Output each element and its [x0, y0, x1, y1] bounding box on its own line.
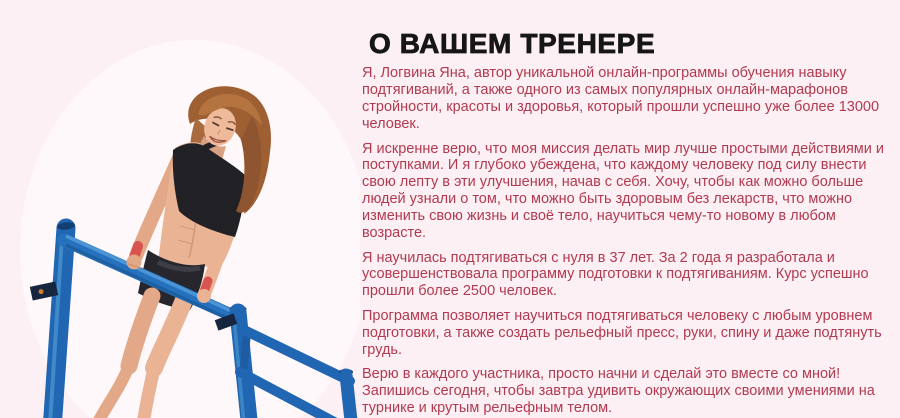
trainer-photo: [0, 0, 360, 418]
about-paragraph-4: Программа позволяет научиться подтягиваться человеку с любым уровнем подготовки, а также создать рельефный пресс, руки, спину и даже подтянуть грудь.: [362, 307, 882, 358]
left-hand: [197, 289, 211, 303]
trainer-illustration: [0, 0, 360, 418]
section-title: О ВАШЕМ ТРЕНЕРЕ: [369, 28, 656, 59]
about-paragraph-5: Верю в каждого участника, просто начни и сделай это вместе со мной! Запишись сегодня, чтобы завтра удивить окружающих своими умениями на турнике и крутым рельефным телом.: [362, 366, 875, 417]
about-paragraph-3: Я научилась подтягиваться с нуля в 37 лет. За 2 года я разработала и усовершенствовала программу подготовки к подтягиваниям. Курс успешно прошли более 2500 человек.: [362, 249, 869, 300]
about-paragraph-1: Я, Логвина Яна, автор уникальной онлайн-программы обучения навыку подтягиваний, а также одного из самых популярных онлайн-марафонов стройности, красоты и здоровья, который прошли успешно уже более 13000 человек.: [362, 65, 880, 132]
about-paragraph-2: Я искренне верю, что моя миссия делать мир лучше простыми действиями и поступками. И я глубоко убеждена, что каждому человеку под силу внести свою лепту в эти улучшения, начав с себя. Хочу, чтобы как можно больше людей узнали о том, что можно быть здоровым без лекарств, что можно изменить свою жизнь и своё тело, научиться чему-то новому в любом возрасте.: [362, 140, 884, 241]
about-trainer-content: [362, 29, 888, 418]
mini-post: [346, 375, 352, 418]
